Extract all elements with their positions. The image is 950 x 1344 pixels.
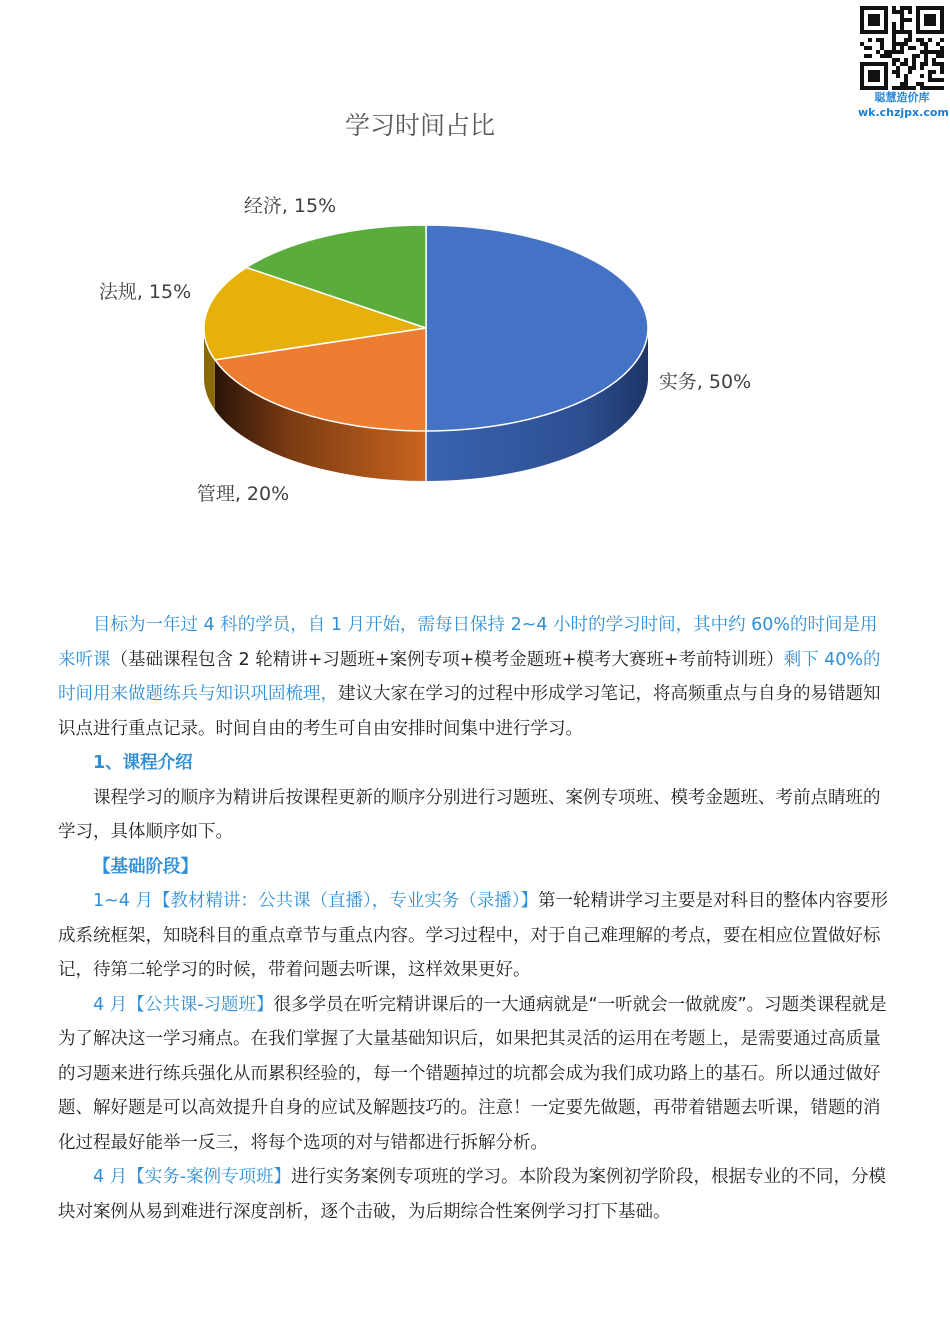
stage-item (58, 988, 894, 1161)
chart-title: 学习时间占比 (344, 111, 496, 140)
stage-item-label: 4 月【公共课-习题班】 (93, 994, 274, 1015)
watermark-name: 聪慧造价库 (874, 91, 930, 104)
pie-data-label: 实务, 50% (658, 371, 752, 393)
intro-paragraph (58, 608, 894, 746)
stage-item-label: 4 月【实务-案例专项班】 (93, 1167, 292, 1187)
section-heading-course-intro: 1、课程介绍 (93, 753, 193, 773)
document-body (58, 608, 894, 1229)
intro-highlight: 目标为一年过 4 科的学员，自 1 月开始，需每日保持 2~4 小时的学习时间，其中约 60%的时间是用来听课 (58, 615, 878, 670)
stage-item (58, 884, 894, 988)
stage-item-text: 进行实务案例专项班的学习。本阶段为案例初学阶段，根据专业的不同，分模块对案例从易到难进行深度剖析，逐个击破，为后期综合性案例学习打下基础。 (58, 1167, 887, 1222)
intro-highlight-2: 剩下 40%的时间用来做题练兵与知识巩固梳理， (58, 649, 881, 704)
pie-data-label: 管理, 20% (196, 483, 290, 505)
course-intro-text: 课程学习的顺序为精讲后按课程更新的顺序分别进行习题班、案例专项班、模考金题班、考前点睛班的学习，具体顺序如下。 (58, 787, 881, 842)
stage-item-text: 很多学员在听完精讲课后的一大通病就是“一听就会一做就废”。习题类课程就是为了解决这一学习痛点。在我们掌握了大量基础知识后，如果把其灵活的运用在考题上，是需要通过高质量的习题来进行练兵强化从而累积经验的，每一个错题掉过的坑都会成为我们成功路上的基石。所以通过做好题、解好题是可以高效提升自身的应试及解题技巧的。注意！一定要先做题，再带着错题去听课，错题的消化过程最好能举一反三，将每个选项的对与错都进行拆解分析。 (58, 994, 887, 1153)
qr-code-icon (860, 6, 944, 90)
stage-item-text: 第一轮精讲学习主要是对科目的整体内容要形成系统框架，知晓科目的重点章节与重点内容。学习过程中，对于自己难理解的考点，要在相应位置做好标记，待第二轮学习的时候，带着问题去听课，这样效果更好。 (58, 891, 888, 980)
stage-item-label: 1~4 月【教材精讲：公共课（直播），专业实务（录播）】 (93, 891, 538, 911)
pie-chart (0, 90, 950, 530)
pie-data-label: 经济, 15% (243, 195, 337, 217)
stage-item (58, 1160, 894, 1229)
intro-advice: 建议大家在学习的过程中形成学习笔记，将高频重点与自身的易错题知识点进行重点记录。时间自由的考生可自由安排时间集中进行学习。 (58, 684, 881, 739)
watermark-url: wk.chzjpx.com (858, 106, 949, 119)
intro-courses: （基础课程包含 2 轮精讲+习题班+案例专项+模考金题班+模考大赛班+考前特训班） (110, 649, 784, 670)
pie-data-label: 法规, 15% (98, 281, 192, 303)
stage-heading: 【基础阶段】 (93, 856, 198, 877)
